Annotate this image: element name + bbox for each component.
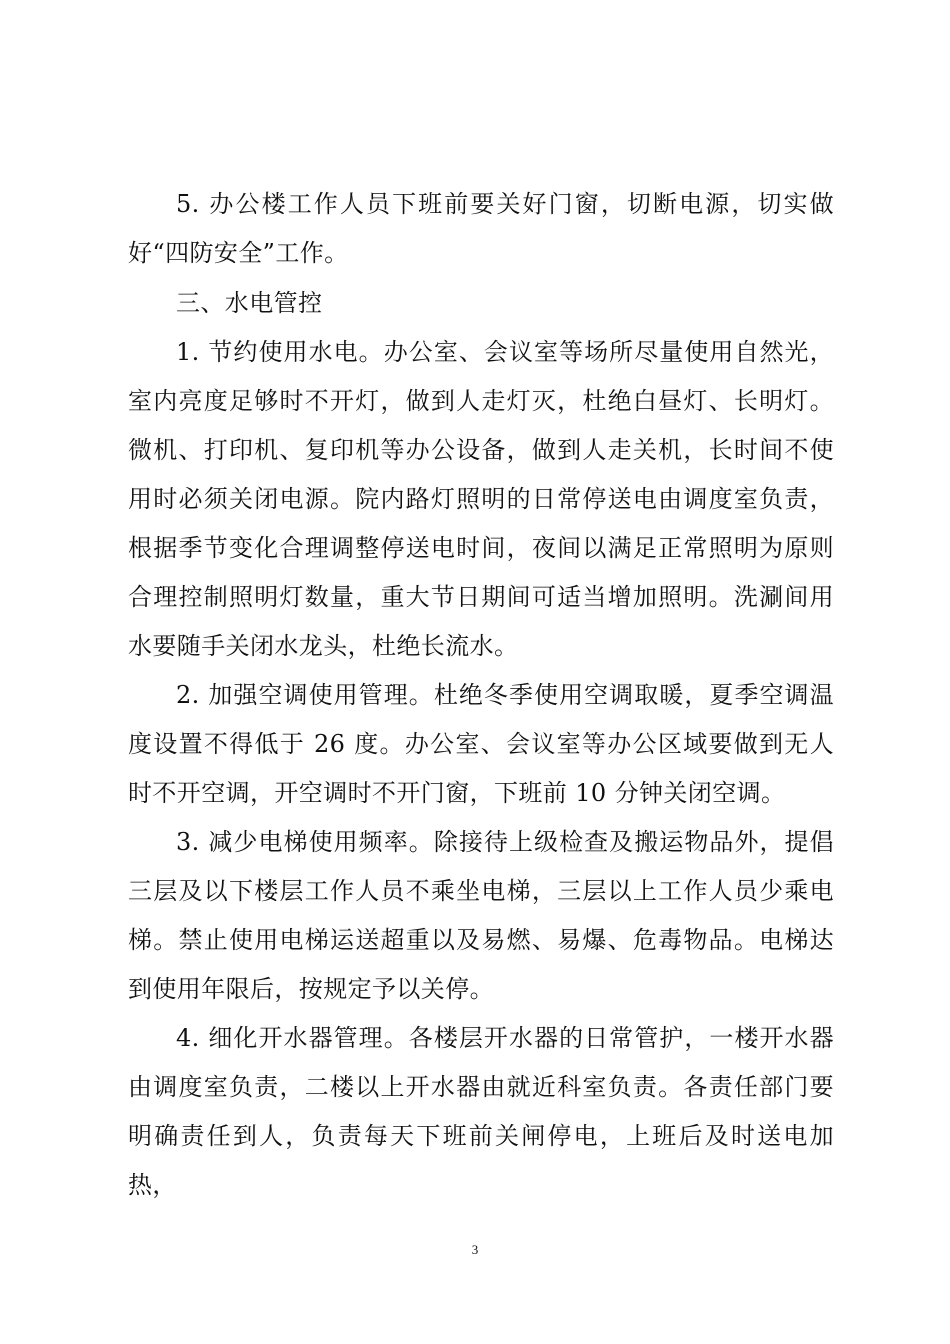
paragraph-item-2-air-conditioning: 2. 加强空调使用管理。杜绝冬季使用空调取暖，夏季空调温度设置不得低于 26 度。办公室、会议室等办公区域要做到无人时不开空调，开空调时不开门窗，下班前 10 分钟关闭空调。 bbox=[128, 681, 834, 807]
paragraph-item-4-water-heater: 4. 细化开水器管理。各楼层开水器的日常管护，一楼开水器由调度室负责，二楼以上开水器由就近科室负责。各责任部门要明确责任到人，负责每天下班前关闸停电，上班后及时送电加热， bbox=[128, 1024, 834, 1199]
paragraph-item-1-save-utilities: 1. 节约使用水电。办公室、会议室等场所尽量使用自然光，室内亮度足够时不开灯，做到人走灯灭，杜绝白昼灯、长明灯。微机、打印机、复印机等办公设备，做到人走关机，长时间不使用时必须关闭电源。院内路灯照明的日常停送电由调度室负责，根据季节变化合理调整停送电时间，夜间以满足正常照明为原则合理控制照明灯数量，重大节日期间可适当增加照明。洗涮间用水要随手关闭水龙头，杜绝长流水。 bbox=[128, 338, 834, 660]
paragraph-item-3-elevator: 3. 减少电梯使用频率。除接待上级检查及搬运物品外，提倡三层及以下楼层工作人员不乘坐电梯，三层以上工作人员少乘电梯。禁止使用电梯运送超重以及易燃、易爆、危毒物品。电梯达到使用年限后，按规定予以关停。 bbox=[128, 828, 834, 1003]
section-heading-water-electricity: 三、水电管控 bbox=[176, 289, 323, 317]
paragraph-item-5-closing: 5. 办公楼工作人员下班前要关好门窗，切断电源，切实做好“四防安全”工作。 bbox=[128, 190, 834, 267]
document-body bbox=[128, 180, 834, 1210]
page-number: 3 bbox=[471, 1242, 479, 1257]
